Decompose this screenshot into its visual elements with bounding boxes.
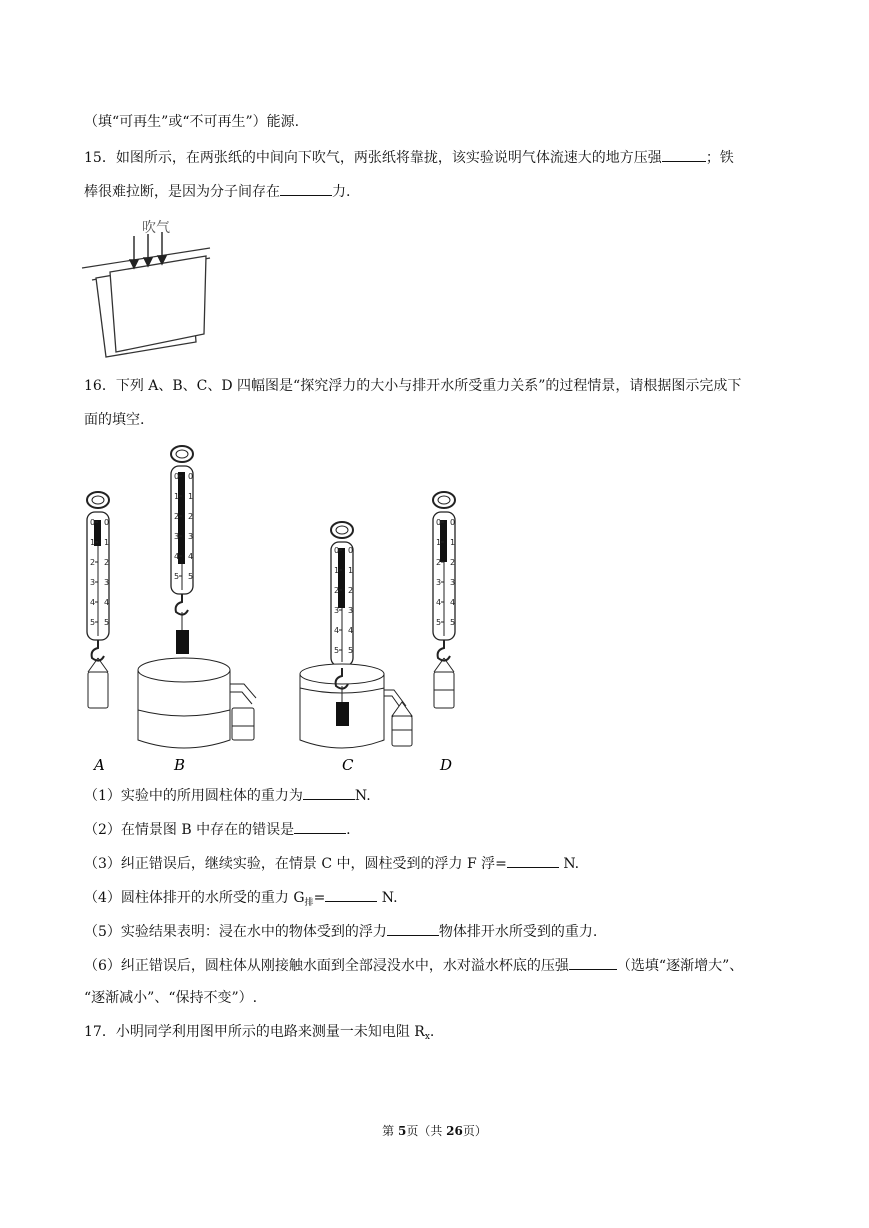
- scale-tick-label: 3: [334, 606, 340, 615]
- scale-tick-label: 4: [188, 552, 194, 561]
- question-17: 17．小明同学利用图甲所示的电路来测量一未知电阻 $R_x$.: [84, 1024, 435, 1042]
- scale-tick-label: 4: [450, 598, 456, 607]
- scale-tick-label: 4: [334, 626, 340, 635]
- scale-tick-label: 5: [348, 646, 354, 655]
- answer-blank[interactable]: [303, 784, 355, 800]
- sub-question-4: （4）圆柱体排开的水所受的重力 $G_排= N$.: [84, 886, 398, 913]
- scale-tick-label: 5: [104, 618, 110, 627]
- figure-label-b: B: [174, 756, 186, 774]
- scale-tick-label: 5: [188, 572, 194, 581]
- question-15-line-2: 棒很难拉断，是因为分子间存在 力.: [84, 180, 350, 202]
- scale-tick-label: 0: [436, 518, 442, 527]
- scale-tick-label: 4: [436, 598, 442, 607]
- page-number: 5: [397, 1124, 407, 1138]
- scale-tick-label: 5: [450, 618, 456, 627]
- scale-tick-label: 4: [174, 552, 180, 561]
- scale-tick-label: 3: [188, 532, 194, 541]
- scale-tick-label: 0: [104, 518, 110, 527]
- scale-tick-label: 0: [188, 472, 194, 481]
- scale-tick-label: 5: [436, 618, 442, 627]
- scale-tick-label: 0: [174, 472, 180, 481]
- sub-question-1: （1）实验中的所用圆柱体的重力为 N.: [84, 784, 371, 806]
- scale-tick-label: 0: [90, 518, 96, 527]
- answer-blank[interactable]: [280, 180, 332, 196]
- question-16-line-1: 16．下列 A、B、C、D 四幅图是“探究浮力的大小与排开水所受重力关系”的过程情景，请根据图示完成下: [84, 378, 742, 394]
- figure-label-a: A: [94, 756, 105, 774]
- scale-tick-label: 1: [174, 492, 180, 501]
- scale-tick-label: 0: [450, 518, 456, 527]
- answer-blank[interactable]: [569, 954, 617, 970]
- scale-tick-label: 3: [436, 578, 442, 587]
- scale-tick-label: 2: [334, 586, 340, 595]
- figure-label-c: C: [342, 756, 354, 774]
- figure-16-spring-scales: [76, 440, 476, 780]
- scale-tick-label: 2: [90, 558, 96, 567]
- scale-tick-label: 1: [104, 538, 110, 547]
- scale-tick-label: 2: [104, 558, 110, 567]
- scale-tick-label: 2: [436, 558, 442, 567]
- figure-15-paper-blowing: [78, 212, 218, 362]
- text-line-energy: （填“可再生”或“不可再生”）能源.: [84, 114, 300, 130]
- sub-question-3: （3）纠正错误后，继续实验，在情景 C 中，圆柱受到的浮力 F 浮= N.: [84, 852, 579, 874]
- scale-tick-label: 3: [348, 606, 354, 615]
- question-16-line-2: 面的填空.: [84, 412, 145, 428]
- scale-tick-label: 1: [450, 538, 456, 547]
- page-footer: 第 5页（共 26页）: [382, 1124, 487, 1138]
- scale-tick-label: 0: [334, 546, 340, 555]
- page-total: 26: [446, 1124, 463, 1138]
- scale-tick-label: 1: [436, 538, 442, 547]
- scale-tick-label: 1: [188, 492, 194, 501]
- answer-blank[interactable]: [507, 852, 559, 868]
- scale-tick-label: 5: [334, 646, 340, 655]
- answer-blank[interactable]: [387, 920, 439, 936]
- scale-tick-label: 4: [90, 598, 96, 607]
- scale-c: [300, 522, 412, 748]
- scale-tick-label: 3: [90, 578, 96, 587]
- scale-tick-label: 5: [90, 618, 96, 627]
- scale-tick-label: 3: [174, 532, 180, 541]
- scale-tick-label: 2: [188, 512, 194, 521]
- scale-tick-label: 4: [348, 626, 354, 635]
- answer-blank[interactable]: [294, 818, 346, 834]
- scale-tick-label: 4: [104, 598, 110, 607]
- scale-tick-label: 3: [104, 578, 110, 587]
- scale-b: [138, 446, 256, 748]
- question-15-line-1: 15．如图所示，在两张纸的中间向下吹气，两张纸将靠拢，该实验说明气体流速大的地方压强 ；铁: [84, 146, 734, 168]
- sub-question-6-line-2: “逐渐减小”、“保持不变”）.: [84, 990, 258, 1006]
- figure-label-d: D: [440, 756, 453, 774]
- scale-tick-label: 1: [334, 566, 340, 575]
- scale-tick-label: 1: [348, 566, 354, 575]
- sub-question-6-line-1: （6）纠正错误后，圆柱体从刚接触水面到全部浸没水中，水对溢水杯底的压强 （选填“逐渐增大”、: [84, 954, 743, 976]
- scale-tick-label: 3: [450, 578, 456, 587]
- sub-question-5: （5）实验结果表明：浸在水中的物体受到的浮力 物体排开水所受到的重力.: [84, 920, 597, 942]
- scale-tick-label: 5: [174, 572, 180, 581]
- scale-tick-label: 0: [348, 546, 354, 555]
- scale-tick-label: 2: [348, 586, 354, 595]
- answer-blank[interactable]: [325, 886, 377, 902]
- scale-tick-label: 2: [450, 558, 456, 567]
- scale-tick-label: 1: [90, 538, 96, 547]
- figure-15-label: 吹气: [142, 220, 170, 236]
- scale-tick-label: 2: [174, 512, 180, 521]
- answer-blank[interactable]: [662, 146, 706, 162]
- sub-question-2: （2）在情景图 B 中存在的错误是 .: [84, 818, 351, 840]
